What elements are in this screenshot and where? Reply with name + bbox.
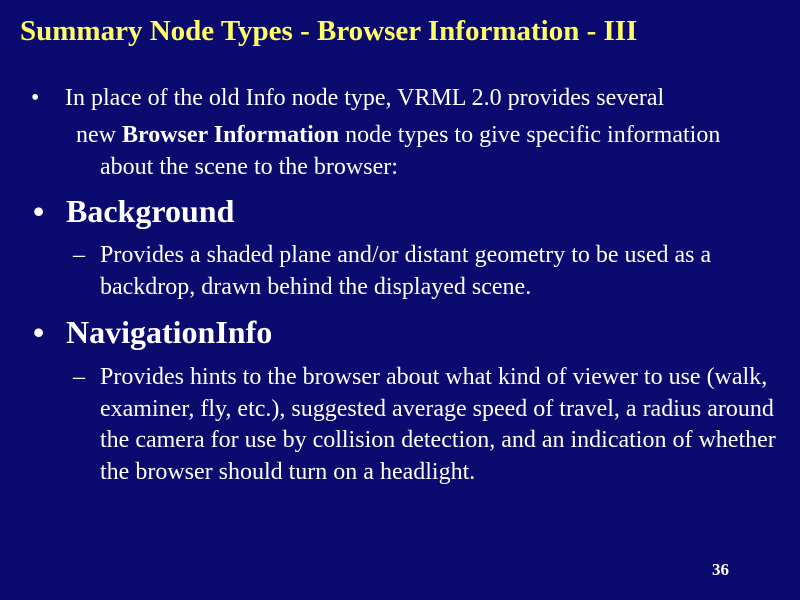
page-number: 36 <box>712 560 729 579</box>
intro-text-line-3: about the scene to the browser: <box>100 154 398 180</box>
intro-line-prefix: new <box>76 122 122 148</box>
bullet-marker: • <box>31 85 40 111</box>
bullet-marker: • <box>33 314 45 350</box>
navigationinfo-heading <box>33 313 272 351</box>
navigationinfo-description-text: Provides hints to the browser about what kind of viewer to use (walk, examiner, fly, etc.), suggested average speed of travel, a radius around the camera for use by collision detection, and an indication of whether the browser should turn on a headlight. <box>100 364 776 485</box>
background-heading <box>33 192 234 230</box>
intro-text-line-1: In place of the old Info node type, VRML 2.0 provides several <box>65 85 665 111</box>
background-description-text: Provides a shaded plane and/or distant geometry to be used as a backdrop, drawn behind the displayed scene. <box>100 242 712 300</box>
slide-title: Summary Node Types - Browser Information - III <box>20 15 638 47</box>
browser-information-term: Browser Information <box>121 122 340 148</box>
intro-line-suffix: node types to give specific information <box>339 122 721 148</box>
background-heading-text: Background <box>66 193 235 229</box>
sub-bullet-dash: – <box>73 242 85 268</box>
intro-text-line-2 <box>76 119 720 151</box>
bullet-marker: • <box>33 193 45 229</box>
navigationinfo-heading-text: NavigationInfo <box>66 314 273 350</box>
sub-bullet-dash: – <box>73 364 85 390</box>
